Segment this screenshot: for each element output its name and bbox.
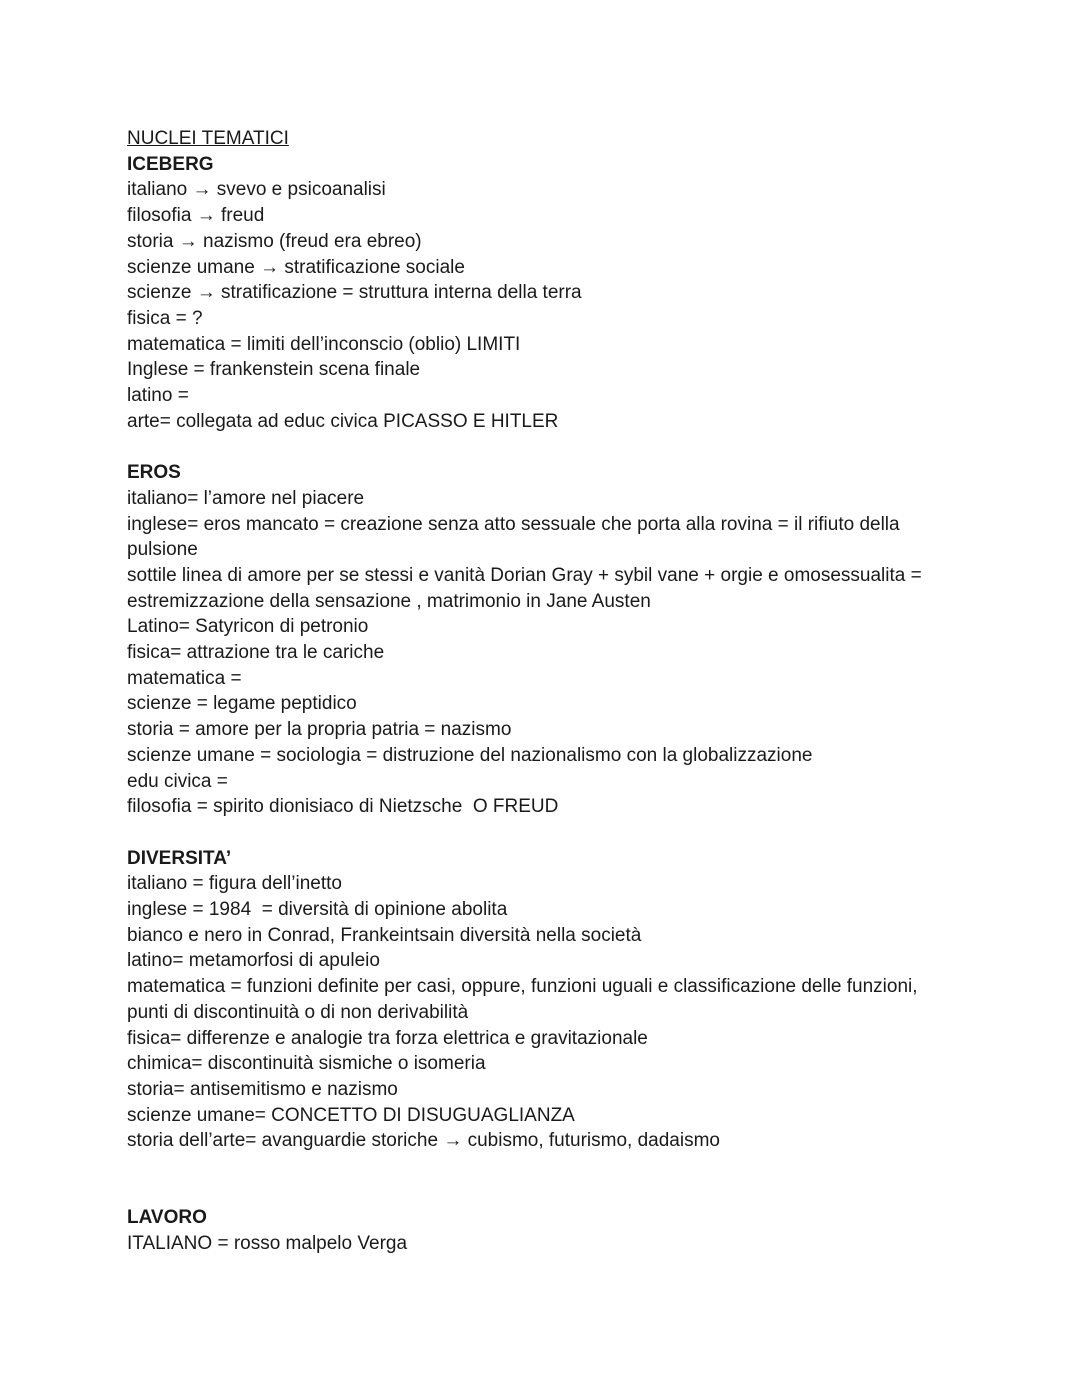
section-heading-eros: EROS — [127, 462, 181, 484]
text-line: Latino= Satyricon di petronio — [127, 616, 369, 638]
text-line: italiano → svevo e psicoanalisi — [127, 179, 386, 201]
text-line: italiano= l’amore nel piacere — [127, 487, 365, 509]
spacer — [127, 434, 947, 460]
text-line: filosofia → freud — [127, 205, 265, 227]
text-line: sottile linea di amore per se stessi e vanità Dorian Gray + sybil vane + orgie e omosessualita = estremizzazione della sensazione , matrimonio in Jane Austen — [127, 564, 927, 612]
document-page — [127, 126, 947, 1257]
text-line: storia → nazismo (freud era ebreo) — [127, 230, 422, 252]
text-line: arte= collegata ad educ civica PICASSO E HITLER — [127, 410, 559, 432]
text-line: storia = amore per la propria patria = nazismo — [127, 719, 512, 741]
spacer — [127, 1154, 947, 1180]
text-line: scienze umane= CONCETTO DI DISUGUAGLIANZA — [127, 1104, 575, 1126]
text-line: scienze umane = sociologia = distruzione del nazionalismo con la globalizzazione — [127, 744, 813, 766]
text-line: latino = — [127, 385, 189, 407]
text-line: latino= metamorfosi di apuleio — [127, 950, 380, 972]
text-line: edu civica = — [127, 770, 228, 792]
spacer — [127, 820, 947, 846]
text-line: storia dell’arte= avanguardie storiche → cubismo, futurismo, dadaismo — [127, 1130, 720, 1152]
text-line: storia= antisemitismo e nazismo — [127, 1078, 398, 1100]
spacer — [127, 1180, 947, 1206]
text-line: chimica= discontinuità sismiche o isomeria — [127, 1053, 486, 1075]
text-line: fisica= differenze e analogie tra forza elettrica e gravitazionale — [127, 1027, 648, 1049]
text-line: matematica = limiti dell’inconscio (oblio) LIMITI — [127, 333, 521, 355]
text-line: inglese = 1984 = diversità di opinione abolita — [127, 899, 508, 921]
text-line: fisica = ? — [127, 307, 203, 329]
text-line: matematica = funzioni definite per casi, oppure, funzioni uguali e classificazione delle funzioni, punti di discontinuità o di non derivabilità — [127, 976, 923, 1023]
text-line: Inglese = frankenstein scena finale — [127, 359, 421, 381]
text-line: fisica= attrazione tra le cariche — [127, 642, 385, 664]
text-line: scienze umane → stratificazione sociale — [127, 256, 465, 278]
section-heading-diversita: DIVERSITA’ — [127, 847, 232, 869]
text-line: ITALIANO = rosso malpelo Verga — [127, 1233, 408, 1255]
text-line: scienze → stratificazione = struttura interna della terra — [127, 282, 582, 304]
section-heading-lavoro: LAVORO — [127, 1207, 207, 1229]
text-line: italiano = figura dell’inetto — [127, 873, 342, 895]
text-line: inglese= eros mancato = creazione senza atto sessuale che porta alla rovina = il rifiuto della pulsione — [127, 513, 905, 561]
text-line: matematica = — [127, 667, 242, 689]
text-line: filosofia = spirito dionisiaco di Nietzsche O FREUD — [127, 796, 559, 818]
text-line: scienze = legame peptidico — [127, 693, 357, 715]
section-heading-iceberg: ICEBERG — [127, 153, 214, 175]
document-title: NUCLEI TEMATICI — [127, 128, 289, 149]
text-line: bianco e nero in Conrad, Frankeintsain diversità nella società — [127, 924, 642, 946]
